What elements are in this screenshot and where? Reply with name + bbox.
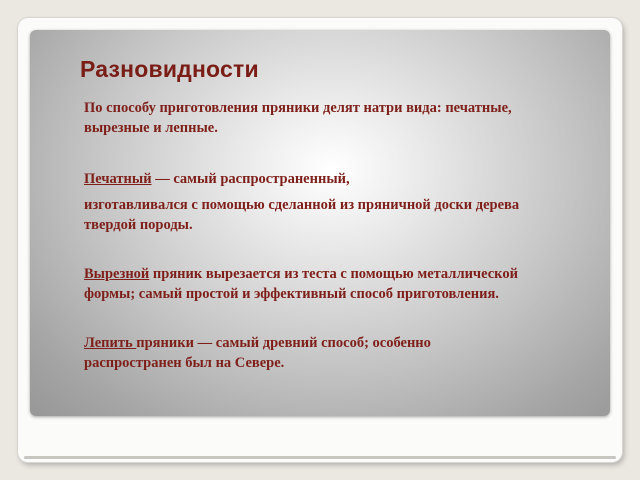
printed-paragraph [84,169,594,235]
slide-body [84,98,594,402]
cut-paragraph [84,264,594,304]
molded-line-1 [84,333,594,353]
cut-term: Вырезной [84,266,150,282]
molded-line-2: распространен был на Севере. [84,355,285,371]
intro-paragraph [84,98,594,138]
cut-line-2: формы; самый простой и эффективный способ приготовления. [84,286,499,302]
printed-line-2: изготавливался с помощью сделанной из пряничной доски дерева [84,197,520,213]
printed-text-1: — самый распространенный, [151,171,350,187]
cut-text-1: пряник вырезается из теста с помощью металлической [149,266,518,282]
molded-term: Лепить [84,335,137,351]
bottom-divider [24,456,616,459]
cut-line-1 [84,264,594,284]
molded-paragraph [84,333,594,373]
intro-line-2: вырезные и лепные. [84,120,218,136]
slide-title: Разновидности [80,56,259,82]
intro-line-1: По способу приготовления пряники делят натри вида: печатные, [84,100,512,116]
printed-line-3: твердой породы. [84,217,193,233]
printed-line-1 [84,169,594,189]
printed-term: Печатный [84,171,152,187]
molded-text-1: пряники — самый древний способ; особенно [136,335,431,351]
